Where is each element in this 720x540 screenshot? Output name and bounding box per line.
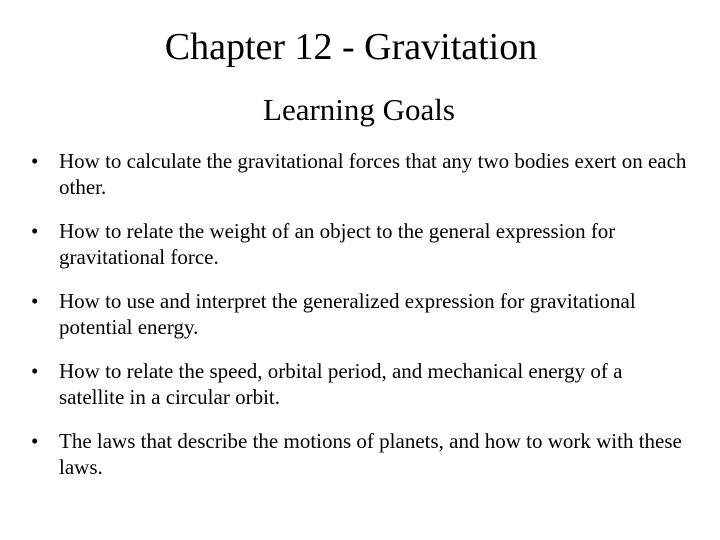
- bullet-dot-icon: •: [31, 429, 39, 453]
- list-item: [0, 148, 720, 200]
- bullet-text: How to relate the speed, orbital period, and mechanical energy of a satellite in a circular orbit.: [59, 359, 623, 409]
- learning-goals-list: [0, 148, 720, 498]
- bullet-dot-icon: •: [31, 149, 39, 173]
- bullet-text: How to calculate the gravitational forces that any two bodies exert on each other.: [59, 149, 687, 199]
- slide-title: Chapter 12 - Gravitation: [164, 26, 538, 68]
- bullet-dot-icon: •: [31, 219, 39, 243]
- list-item: [0, 288, 720, 340]
- list-item: [0, 218, 720, 270]
- bullet-dot-icon: •: [31, 359, 39, 383]
- bullet-text: How to relate the weight of an object to the general expression for gravitational force.: [59, 219, 616, 269]
- slide-subtitle: Learning Goals: [263, 92, 455, 127]
- bullet-dot-icon: •: [31, 289, 39, 313]
- list-item: [0, 358, 720, 410]
- bullet-text: How to use and interpret the generalized expression for gravitational potential energy.: [59, 289, 636, 339]
- list-item: [0, 428, 720, 480]
- bullet-text: The laws that describe the motions of planets, and how to work with these laws.: [59, 429, 682, 479]
